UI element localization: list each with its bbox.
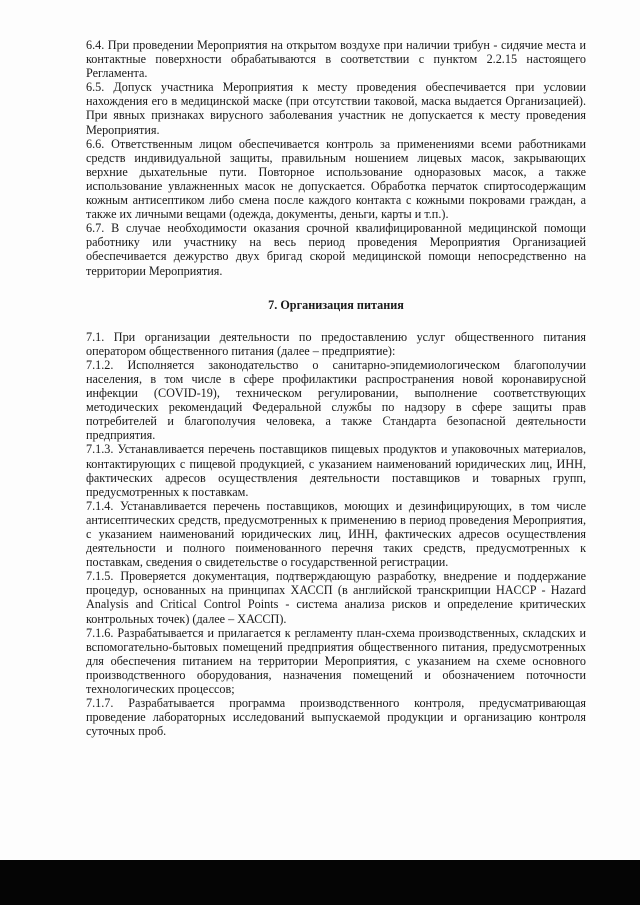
paragraph-7-1-7: 7.1.7. Разрабатывается программа производственного контроля, предусматривающая проведение лабораторных исследований выпускаемой продукции и организацию контроля суточных проб.: [86, 696, 586, 739]
paragraph-7-1-3: 7.1.3. Устанавливается перечень поставщиков пищевых продуктов и упаковочных материалов, контактирующих с пищевой продукцией, с указанием наименований юридических лиц, ИНН, фактических адресов осуществления деятельности поставщиков и товарных групп, предусмотренных к поставкам.: [86, 442, 586, 499]
paragraph-7-1-6: 7.1.6. Разрабатывается и прилагается к регламенту план-схема производственных, складских и вспомогательно-бытовых помещений предприятия общественного питания, предусмотренных для обеспечения питанием на территории Мероприятия, с указанием на схеме основного производственного оборудования, назначения помещений и обозначением поточности технологических процессов;: [86, 625, 586, 697]
paragraph-6-4: 6.4. При проведении Мероприятия на открытом воздухе при наличии трибун - сидячие места и контактные поверхности обрабатываются в соответствии с пунктом 2.2.15 настоящего Регламента.: [86, 38, 586, 81]
paragraph-6-7: 6.7. В случае необходимости оказания срочной квалифицированной медицинской помощи работнику или участнику на весь период проведения Мероприятия Организацией обеспечивается дежурство двух бригад скорой медицинской помощи непосредственно на территории Мероприятия.: [86, 221, 586, 278]
paragraph-7-1-4: 7.1.4. Устанавливается перечень поставщиков, моющих и дезинфицирующих, в том числе антисептических средств, предусмотренных к применению в период проведения Мероприятия, с указанием наименований юридических лиц, ИНН, фактических адресов осуществления деятельности и полного поименованного перечня таких средств, предусмотренных к поставкам, сведения о свидетельстве о государственной регистрации.: [86, 498, 586, 570]
scan-bottom-border: [0, 860, 640, 905]
paragraph-7-1: 7.1. При организации деятельности по предоставлению услуг общественного питания оператором общественного питания (далее – предприятие):: [86, 329, 586, 358]
paragraph-6-6: 6.6. Ответственным лицом обеспечивается контроль за применениями всеми работниками средств индивидуальной защиты, правильным ношением лицевых масок, закрывающих верхние дыхательные пути. Повторное использование одноразовых масок, а также использование увлажненных масок не допускается. Обработка перчаток спиртосодержащим кожным антисептиком либо смена после каждого контакта с кожными покровами граждан, а также их личными вещами (одежда, документы, деньги, карты и т.п.).: [86, 136, 586, 222]
document-body: [86, 38, 586, 738]
section-7-heading: 7. Организация питания: [268, 297, 404, 312]
paragraph-7-1-2: 7.1.2. Исполняется законодательство о санитарно-эпидемиологическом благополучии населения, в том числе в сфере профилактики распространения новой коронавирусной инфекции (COVID-19), техническом регулировании, выполнение соответствующих методических рекомендаций Федеральной службы по надзору в сфере защиты прав потребителей и благополучия человека, а также Стандарта безопасной деятельности предприятия.: [86, 357, 586, 443]
paragraph-7-1-5: 7.1.5. Проверяется документация, подтверждающую разработку, внедрение и поддержание процедур, основанных на принципах ХАССП (в английской транскрипции HACCP - Hazard Analysis and Critical Control Points - система анализа рисков и определение критических контрольных точек) (далее – ХАССП).: [86, 569, 586, 626]
paragraph-6-5: 6.5. Допуск участника Мероприятия к месту проведения обеспечивается при условии нахождения его в медицинской маске (при отсутствии таковой, маска выдается Организацией). При явных признаках вирусного заболевания участник не допускается к месту проведения Мероприятия.: [86, 80, 586, 137]
